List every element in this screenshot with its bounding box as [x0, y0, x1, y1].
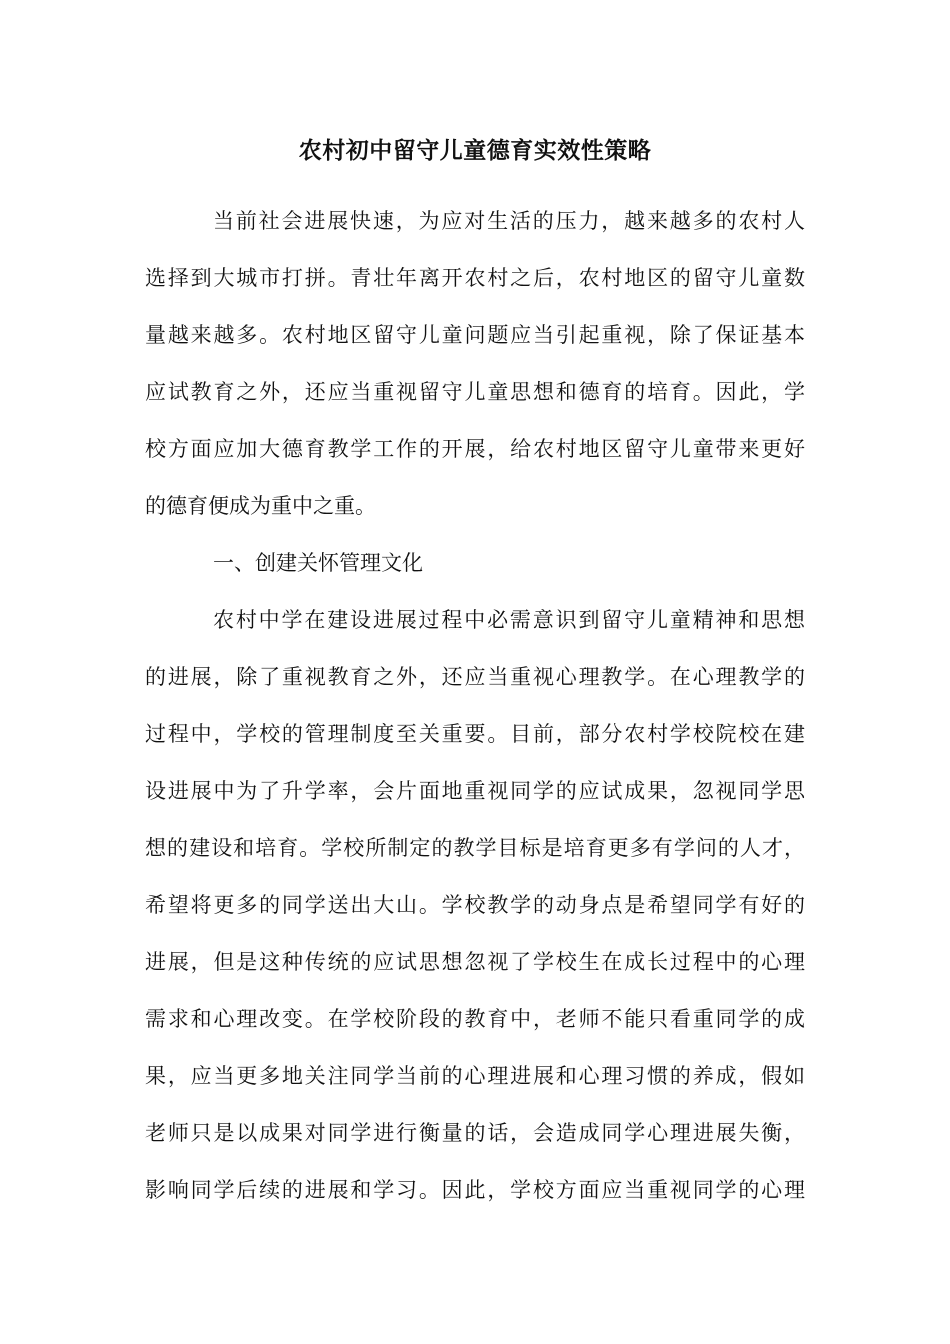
paragraph-2-line-11: 影响同学后续的进展和学习。因此，学校方面应当重视同学的心理: [145, 1178, 805, 1202]
paragraph-2-line-1: 农村中学在建设进展过程中必需意识到留守儿童精神和思想: [213, 608, 805, 632]
paragraph-1-line-4: 应试教育之外，还应当重视留守儿童思想和德育的培育。因此，学: [145, 380, 805, 404]
paragraph-2-line-5: 想的建设和培育。学校所制定的教学目标是培育更多有学问的人才，: [145, 836, 805, 860]
paragraph-2-line-9: 果，应当更多地关注同学当前的心理进展和心理习惯的养成，假如: [145, 1064, 805, 1088]
paragraph-2-line-7: 进展，但是这种传统的应试思想忽视了学校生在成长过程中的心理: [145, 950, 805, 974]
paragraph-2-line-4: 设进展中为了升学率，会片面地重视同学的应试成果，忽视同学思: [145, 779, 805, 803]
paragraph-2-line-3: 过程中，学校的管理制度至关重要。目前，部分农村学校院校在建: [145, 722, 805, 746]
paragraph-1-line-6: 的德育便成为重中之重。: [145, 494, 376, 518]
paragraph-1-line-3: 量越来越多。农村地区留守儿童问题应当引起重视，除了保证基本: [145, 323, 805, 347]
section-heading: 一、创建关怀管理文化: [213, 551, 423, 575]
paragraph-1-line-2: 选择到大城市打拼。青壮年离开农村之后，农村地区的留守儿童数: [145, 266, 805, 290]
paragraph-1-line-5: 校方面应加大德育教学工作的开展，给农村地区留守儿童带来更好: [145, 437, 805, 461]
paragraph-2-line-8: 需求和心理改变。在学校阶段的教育中，老师不能只看重同学的成: [145, 1007, 805, 1031]
paragraph-2-line-10: 老师只是以成果对同学进行衡量的话，会造成同学心理进展失衡，: [145, 1121, 805, 1145]
paragraph-2-line-2: 的进展，除了重视教育之外，还应当重视心理教学。在心理教学的: [145, 665, 805, 689]
paragraph-2-line-6: 希望将更多的同学送出大山。学校教学的动身点是希望同学有好的: [145, 893, 805, 917]
paragraph-1-line-1: 当前社会进展快速，为应对生活的压力，越来越多的农村人: [213, 209, 805, 233]
document-title: 农村初中留守儿童德育实效性策略: [298, 137, 652, 164]
